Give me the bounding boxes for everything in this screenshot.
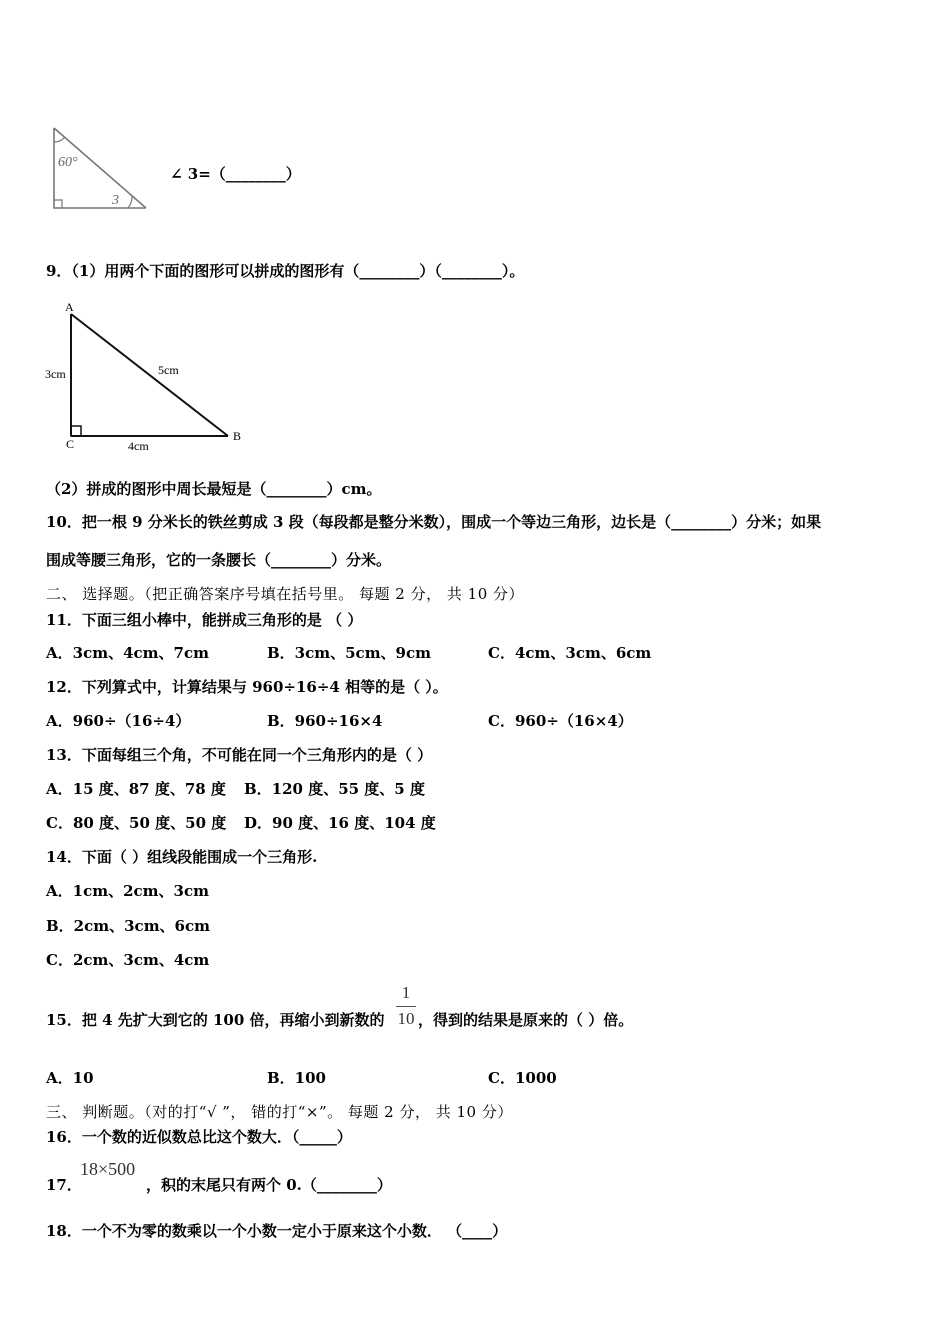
q15-option-b: B．100: [267, 1069, 326, 1087]
angle-60-label: 60°: [58, 155, 78, 170]
q14-option-a: A．1cm、2cm、3cm: [46, 882, 209, 900]
q14-option-c: C．2cm、3cm、4cm: [46, 951, 210, 969]
q15-stem-after: ，得到的结果是原来的（ ）倍。: [418, 1011, 634, 1029]
q15-stem-before: 15．把 4 先扩大到它的 100 倍，再缩小到新数的: [46, 1011, 385, 1029]
q11-option-b: B．3cm、5cm、9cm: [267, 644, 432, 662]
q12-option-b: B．960÷16×4: [267, 712, 383, 730]
angle-3-label: 3: [112, 193, 119, 208]
angle-3-answer: ∠ 3=（________）: [170, 165, 301, 183]
q11-stem: 11．下面三组小棒中，能拼成三角形的是 （ ）: [46, 611, 363, 629]
section-2-title: 二、 选择题。（把正确答案序号填在括号里。 每题 2 分， 共 10 分）: [46, 585, 525, 603]
section-3-title: 三、 判断题。（对的打“√ ”， 错的打“×”。 每题 2 分， 共 10 分）: [46, 1103, 513, 1121]
q15-option-c: C．1000: [488, 1069, 557, 1087]
fraction-denominator: 10: [397, 1009, 415, 1028]
fraction-numerator: 1: [401, 983, 411, 1002]
q17-number: 17．: [46, 1176, 82, 1194]
side-ac-label: 3cm: [45, 367, 66, 381]
q17-expression: 18×500: [80, 1159, 136, 1179]
q13-option-d: D．90 度、16 度、104 度: [244, 814, 436, 832]
vertex-a-label: A: [65, 300, 74, 314]
q10-line1: 10．把一根 9 分米长的铁丝剪成 3 段（每段都是整分米数），围成一个等边三角形，边长是（________）分米；如果: [46, 513, 822, 531]
side-cb-label: 4cm: [128, 439, 149, 453]
vertex-c-label: C: [66, 437, 75, 451]
q12-option-a: A．960÷（16÷4）: [46, 712, 191, 730]
q11-option-c: C．4cm、3cm、6cm: [488, 644, 652, 662]
q13-option-b: B．120 度、55 度、5 度: [244, 780, 425, 798]
side-ab-label: 5cm: [158, 363, 179, 377]
triangle-60-figure: [48, 122, 168, 217]
q10-line2: 围成等腰三角形，它的一条腰长（________）分米。: [46, 551, 392, 569]
q13-option-a: A．15 度、87 度、78 度: [46, 780, 226, 798]
q9-part1: 9．（1）用两个下面的图形可以拼成的图形有（________）（________）。: [46, 262, 525, 280]
q18-text: 18．一个不为零的数乘以一个小数一定小于原来这个小数． （____）: [46, 1222, 508, 1240]
q14-option-b: B．2cm、3cm、6cm: [46, 917, 211, 935]
q9-part2: （2）拼成的图形中周长最短是（________）cm。: [46, 480, 382, 498]
q15-option-a: A．10: [46, 1069, 94, 1087]
q16-text: 16．一个数的近似数总比这个数大．（_____）: [46, 1128, 352, 1146]
q12-stem: 12．下列算式中，计算结果与 960÷16÷4 相等的是（ ）。: [46, 678, 448, 696]
right-triangle-abc-figure: [40, 296, 250, 456]
q12-option-c: C．960÷（16×4）: [488, 712, 633, 730]
vertex-b-label: B: [233, 429, 242, 443]
q13-stem: 13．下面每组三个角，不可能在同一个三角形内的是（ ）: [46, 746, 433, 764]
q14-stem: 14．下面（ ）组线段能围成一个三角形.: [46, 848, 318, 866]
q13-option-c: C．80 度、50 度、50 度: [46, 814, 227, 832]
fraction-bar: [396, 1006, 416, 1007]
q17-text: ，积的末尾只有两个 0.（________）: [146, 1176, 392, 1194]
q11-option-a: A．3cm、4cm、7cm: [46, 644, 209, 662]
